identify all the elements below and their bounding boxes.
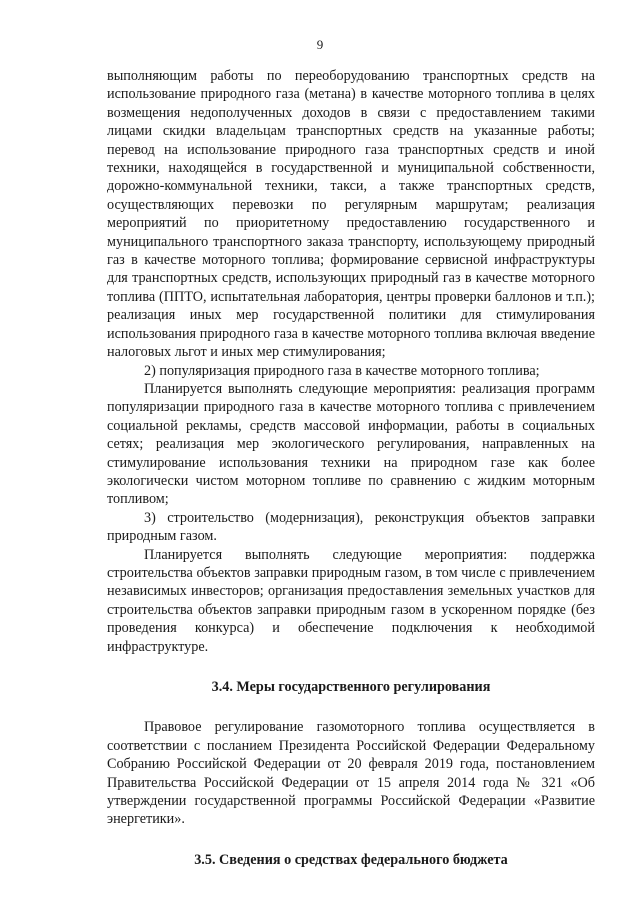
page-number: 9 (316, 37, 324, 52)
paragraph-item-3: 3) строительство (модернизация), реконструкция объектов заправки природным газом. (107, 509, 595, 545)
section-heading-3-5: 3.5. Сведения о средствах федерального бюджета (194, 851, 508, 868)
paragraph-popularization-measures: Планируется выполнять следующие мероприятия: реализация программ популяризации природного газа в качестве моторного топлива с привлечением социальной рекламы, средств массовой информации, работы в социальных сетях; реализация мер экологического регулирования, направленных на стимулирование использования техники на природном газе как более экологически чистом моторном топливе по сравнению с жидким моторным топливом; (107, 380, 595, 508)
paragraph-measures-continued: выполняющим работы по переоборудованию транспортных средств на использование природного газа (метана) в качестве моторного топлива в целях возмещения недополученных доходов в связи с предоставлением такими лицами скидки владельцам транспортных средств на указанные работы; перевод на использование природного газа транспортных средств и иной техники, находящейся в государственной и муниципальной собственности, дорожно-коммунальной техники, такси, а также транспортных средств, осуществляющих перевозки по регулярным маршрутам; реализация мероприятий по приоритетному предоставлению государственного и муниципального транспортного заказа транспорту, использующему природный газ в качестве моторного топлива; формирование сервисной инфраструктуры для транспортных средств, использующих природный газ в качестве моторного топлива (ППТО, испытательная лаборатория, центры проверки баллонов и т.п.); реализация иных мер государственной политики для стимулирования использования природного газа в качестве моторного топлива включая введение налоговых льгот и иных мер стимулирования; (107, 68, 595, 361)
paragraph-item-2: 2) популяризация природного газа в качестве моторного топлива; (144, 362, 540, 379)
paragraph-construction-measures: Планируется выполнять следующие мероприятия: поддержка строительства объектов заправки природным газом, в том числе с привлечением независимых инвесторов; организация предоставления земельных участков для строительства объектов заправки природным газом в ускоренном порядке (без проведения конкурса) и обеспечение подключения к необходимой инфраструктуре. (107, 546, 595, 655)
document-body (107, 67, 595, 869)
section-heading-3-4: 3.4. Меры государственного регулирования (211, 679, 491, 695)
paragraph-legal-regulation: Правовое регулирование газомоторного топлива осуществляется в соответствии с посланием Президента Российской Федерации Федеральному Собранию Российской Федерации от 20 февраля 2019 года, постановлением Правительства Российской Федерации от 15 апреля 2014 года № 321 «Об утверждении государственной программы Российской Федерации «Развитие энергетики». (107, 719, 595, 828)
